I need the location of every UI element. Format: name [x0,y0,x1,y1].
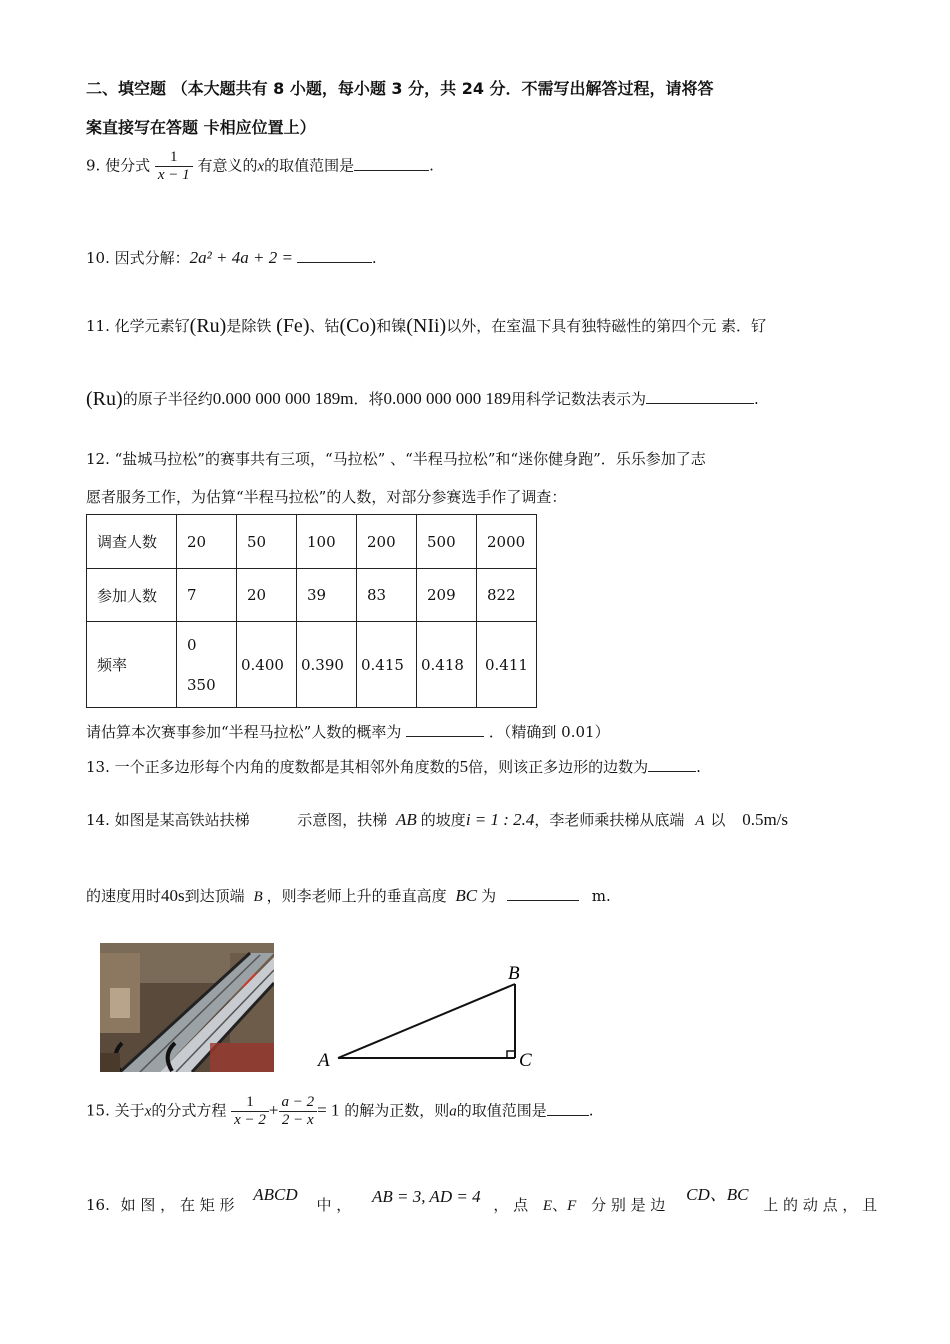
question-number: 15. [86,1101,110,1120]
period: . [605,887,611,905]
question-text: 是除铁 [226,317,272,335]
question-text: 中 ， [316,1196,352,1214]
math-variable: ABCD [253,1185,298,1204]
math-value: 0.000 000 000 189m [212,389,354,408]
question-text: 以 [710,811,726,829]
math-value: 0.5m/s [742,810,788,829]
math-value: 0.000 000 000 189 [383,389,511,408]
question-text: 倍，则该正多边形的边数为 [468,758,649,776]
separator: 、 [552,1196,568,1214]
answer-blank[interactable] [648,757,696,772]
question-15 [86,1094,594,1129]
label-b: B [508,963,520,984]
question-text: 到达顶端 [184,887,245,905]
question-text: 有意义的 [197,156,258,175]
question-number: 9. [86,156,101,175]
question-text: 使分式 [105,156,151,175]
question-10 [86,247,377,268]
question-text: 的取值范围是 [456,1101,547,1120]
table-cell: 200 [357,515,417,569]
table-cell: 7 [177,569,237,622]
math-expression: 2a² + 4a + 2 = [189,248,293,267]
question-text: 请估算本次赛事参加“半程马拉松”人数的概率为 [86,723,402,741]
section-title-line1: 二、填空题 （本大题共有 8 小题，每小题 3 分，共 24 分．不需写出解答过程，请将答 [86,79,714,98]
table-cell: 2000 [477,515,537,569]
triangle-diagram [310,960,540,1075]
table-cell: 100 [297,515,357,569]
table-cell: 83 [357,569,417,622]
row-header: 参加人数 [87,569,177,622]
question-text: 如图是某高铁站扶梯 [114,811,250,829]
table-cell: 50 [237,515,297,569]
question-text: 的速度用时 [86,887,162,905]
fraction-numerator: 1 [246,1094,254,1110]
question-text: 的取值范围是 [264,156,355,175]
question-text: 的坡度 [420,811,466,829]
fraction [155,149,193,184]
table-cell: 822 [477,569,537,622]
fraction-denominator: x − 2 [231,1111,269,1129]
math-variable: E [542,1198,553,1214]
fraction-denominator: 2 − x [279,1111,318,1129]
math-variable: x [257,158,265,175]
period: . [371,249,377,267]
fraction [231,1094,269,1129]
table-row [87,515,537,569]
operator: + [268,1100,279,1120]
symbol-fe: (Fe) [276,315,310,337]
element-symbol: NIi [412,315,440,337]
math-expression: AB = 3, AD = 4 [372,1187,481,1206]
period: . [696,758,701,776]
symbol-ni: (NIi) [406,315,447,337]
math-variable: AB [396,810,417,829]
fraction-numerator: 1 [170,149,178,165]
table-cell: 0.400 [237,622,297,708]
fraction-numerator: a − 2 [281,1094,315,1110]
math-variable: B [253,889,263,905]
question-text: 的原子半径约 [122,390,213,408]
answer-blank[interactable] [297,248,372,263]
question-text: ，则李老师上升的垂直高度 [266,887,447,905]
question-12-line1: 12. “盐城马拉松”的赛事共有三项，“马拉松” 、“半程马拉松”和“迷你健身跑”．乐乐参加了志 [86,450,706,468]
answer-blank[interactable] [547,1101,589,1116]
question-text: 的解为正数，则 [344,1101,450,1120]
math-value: 5 [459,757,469,776]
question-number: 14. [86,811,110,829]
table-cell: 20 [237,569,297,622]
fraction [279,1094,318,1129]
table-cell: 0.411 [477,622,537,708]
table-cell: 39 [297,569,357,622]
unit: m [591,887,606,905]
math-variable: F [567,1198,577,1214]
period: . [429,156,434,175]
label-a: A [318,1050,330,1071]
math-variable: A [695,813,705,829]
row-header: 调查人数 [87,515,177,569]
question-text: 和镍 [376,317,407,335]
question-number: 10. [86,249,110,267]
question-12-answer-line [86,721,610,742]
math-expression: i = 1 : 2.4 [465,810,535,829]
question-9 [86,149,434,184]
question-text: 用科学记数法表示为 [510,390,646,408]
cell-line: 350 [187,675,216,694]
question-11-line1 [86,315,766,338]
table-row [87,622,537,708]
question-text: 分 别 是 边 [591,1196,666,1214]
table-cell: 500 [417,515,477,569]
answer-blank[interactable] [354,156,429,171]
math-expression: = 1 [317,1100,340,1120]
question-16 [86,1185,878,1215]
period: . [588,1101,594,1120]
question-text: ．将 [353,390,384,408]
math-value: 40s [161,886,185,905]
question-13 [86,756,701,777]
question-14-line1 [86,809,788,830]
question-14-line2 [86,885,611,906]
table-row [87,569,537,622]
hypotenuse-ab [338,984,515,1058]
table-cell: 0.415 [357,622,417,708]
question-text: 如 图 ， 在 矩 形 [120,1196,235,1214]
survey-table [86,514,537,708]
question-number: 11. [86,317,110,335]
right-angle-marker [507,1051,515,1058]
math-variable: x [144,1103,152,1120]
section-title-line2: 案直接写在答题 卡相应位置上） [86,118,316,137]
question-text: ， 点 [493,1196,529,1214]
table-cell [177,622,237,708]
question-text: 上 的 动 点 ， 且 [763,1196,878,1214]
answer-blank[interactable] [406,722,484,737]
table-cell: 20 [177,515,237,569]
question-text: 化学元素钌 [114,317,190,335]
math-variable: a [449,1103,457,1120]
element-symbol: Ru [196,315,220,337]
symbol-ru: (Ru) [86,388,123,410]
question-text: 以外，在室温下具有独特磁性的第四个元 素．钌 [446,317,766,335]
row-header: 频率 [87,622,177,708]
question-12-line2: 愿者服务工作，为估算“半程马拉松”的人数，对部分参赛选手作了调查： [86,488,567,506]
period: . [753,390,759,408]
math-variable: BC [455,886,478,905]
label-c: C [519,1050,532,1071]
cell-line: 0 [187,635,197,654]
element-symbol: Co [346,315,370,337]
question-11-line2 [86,388,759,411]
element-symbol: Ru [92,388,117,410]
table-cell: 0.418 [417,622,477,708]
escalator-image [100,943,274,1072]
question-number: 16. [86,1196,110,1214]
answer-blank[interactable] [646,389,754,404]
fraction-denominator: x − 1 [155,166,193,184]
element-symbol: Fe [282,315,303,337]
question-text: 关于 [114,1101,145,1120]
table-cell: 0.390 [297,622,357,708]
question-text: 因式分解： [114,249,190,267]
question-text: 13. 一个正多边形每个内角的度数都是其相邻外角度数的 [86,758,460,776]
question-text: 的分式方程 [151,1101,227,1120]
question-text: ．（精确到 0.01） [488,723,610,741]
answer-blank[interactable] [507,886,579,901]
table-cell: 209 [417,569,477,622]
symbol-ru: (Ru) [189,315,227,337]
question-text: 、钴 [309,317,340,335]
symbol-co: (Co) [339,315,377,337]
math-expression: CD、BC [686,1185,749,1204]
escalator-photo [100,943,274,1072]
question-text: 示意图，扶梯 [297,811,388,829]
question-text: ，李老师乘扶梯从底端 [534,811,685,829]
question-text: 为 [481,887,497,905]
